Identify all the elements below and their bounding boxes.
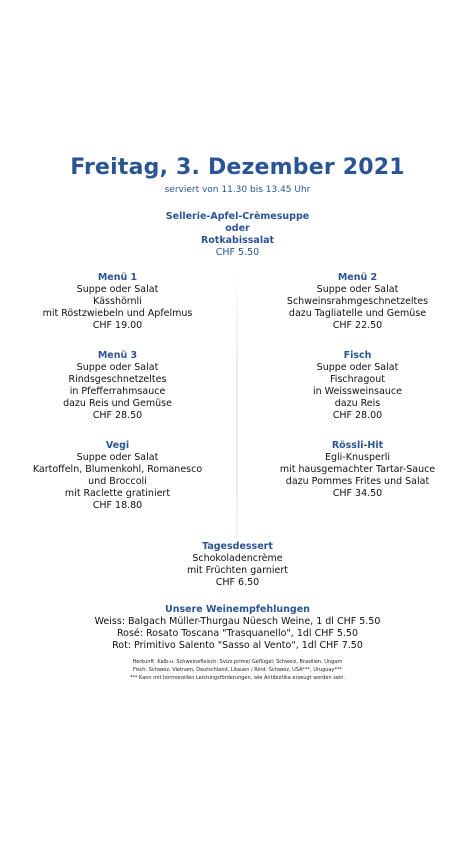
menu-2-line: dazu Tagliatelle und Gemüse <box>288 308 427 319</box>
menu-vegi-price: CHF 18.80 <box>92 500 143 511</box>
menu-roessli-line: mit hausgemachter Tartar-Sauce <box>279 464 436 475</box>
soup-price: CHF 5.50 <box>215 247 260 258</box>
wine-title: Unsere Weinempfehlungen <box>165 604 310 615</box>
menu-3 <box>15 350 220 422</box>
wine-section <box>40 604 435 652</box>
menu-1-line: Kässhörnli <box>93 296 142 307</box>
menu-2-line: Schweinsrahmgeschnetzeltes <box>286 296 429 307</box>
menu-vegi-line: mit Raclette gratiniert <box>64 488 171 499</box>
wine-line: Rot: Primitivo Salento "Sasso al Vento", 1dl CHF 7.50 <box>112 640 363 651</box>
menu-fisch-price: CHF 28.00 <box>332 410 383 421</box>
menu-3-line: Suppe oder Salat <box>76 362 159 373</box>
menu-2-line: Suppe oder Salat <box>316 284 399 295</box>
menu-1-price: CHF 19.00 <box>92 320 143 331</box>
wine-line: Weiss: Balgach Müller-Thurgau Nüesch Weine, 1 dl CHF 5.50 <box>94 616 381 627</box>
origin-footnotes <box>40 658 435 682</box>
menu-roessli-hit <box>255 440 460 500</box>
menu-1-line: mit Röstzwiebeln und Apfelmus <box>42 308 193 319</box>
menu-2-title: Menü 2 <box>337 272 378 283</box>
dessert-section <box>90 541 385 589</box>
menu-roessli-line: Egli-Knusperli <box>324 452 391 463</box>
menu-fisch-line: Fischragout <box>330 374 385 385</box>
wine-line: Rosé: Rosato Toscana "Trasquanello", 1dl CHF 5.50 <box>116 628 358 639</box>
soup-or: oder <box>225 223 250 234</box>
footnote-line: Herkunft: Kalb-u. Schweinefleisch: Svizz.prime/ Geflügel: Schweiz, Brasilien, Ungarn <box>132 659 343 665</box>
menu-vegi <box>15 440 220 512</box>
menu-roessli-line: dazu Pommes Frites und Salat <box>285 476 430 487</box>
dessert-line: Schokoladencrème <box>192 553 283 564</box>
menu-vegi-line: und Broccoli <box>88 476 147 487</box>
menu-fisch-line: in Weissweinsauce <box>312 386 403 397</box>
menu-fisch-title: Fisch <box>343 350 372 361</box>
menu-3-line: dazu Reis und Gemüse <box>63 398 172 409</box>
soup-section <box>90 211 385 259</box>
footnote-line: Fisch: Schweiz, Vietnam, Deutschland, Litauen / Rind: Schweiz, USA***, Uruguay*** <box>133 667 342 673</box>
soup-option-2: Rotkabissalat <box>200 235 275 246</box>
dessert-line: mit Früchten garniert <box>187 565 288 576</box>
page-title: Freitag, 3. Dezember 2021 <box>70 155 405 180</box>
menu-2 <box>255 272 460 332</box>
soup-option-1: Sellerie-Apfel-Crèmesuppe <box>165 211 310 222</box>
menu-fisch-line: dazu Reis <box>334 398 381 409</box>
menu-1-line: Suppe oder Salat <box>76 284 159 295</box>
dessert-title: Tagesdessert <box>202 541 273 552</box>
menu-1 <box>15 272 220 332</box>
service-hours: serviert von 11.30 bis 13.45 Uhr <box>164 185 311 195</box>
menu-3-line: in Pfefferrahmsauce <box>69 386 166 397</box>
menu-3-line: Rindsgeschnetzeltes <box>68 374 167 385</box>
menu-3-title: Menü 3 <box>97 350 138 361</box>
menu-fisch <box>255 350 460 422</box>
menu-roessli-title: Rössli-Hit <box>331 440 384 451</box>
dessert-price: CHF 6.50 <box>215 577 260 588</box>
menu-3-price: CHF 28.50 <box>92 410 143 421</box>
menu-roessli-price: CHF 34.50 <box>332 488 383 499</box>
menu-1-title: Menü 1 <box>97 272 138 283</box>
menu-vegi-title: Vegi <box>105 440 130 451</box>
menu-2-price: CHF 22.50 <box>332 320 383 331</box>
menu-vegi-line: Suppe oder Salat <box>76 452 159 463</box>
menu-fisch-line: Suppe oder Salat <box>316 362 399 373</box>
menu-vegi-line: Kartoffeln, Blumenkohl, Romanesco <box>32 464 203 475</box>
footnote-line: *** Kann mit hormonellen Leistungsförderungen, wie Antibiotika erzeugt worden sein. <box>129 675 346 681</box>
